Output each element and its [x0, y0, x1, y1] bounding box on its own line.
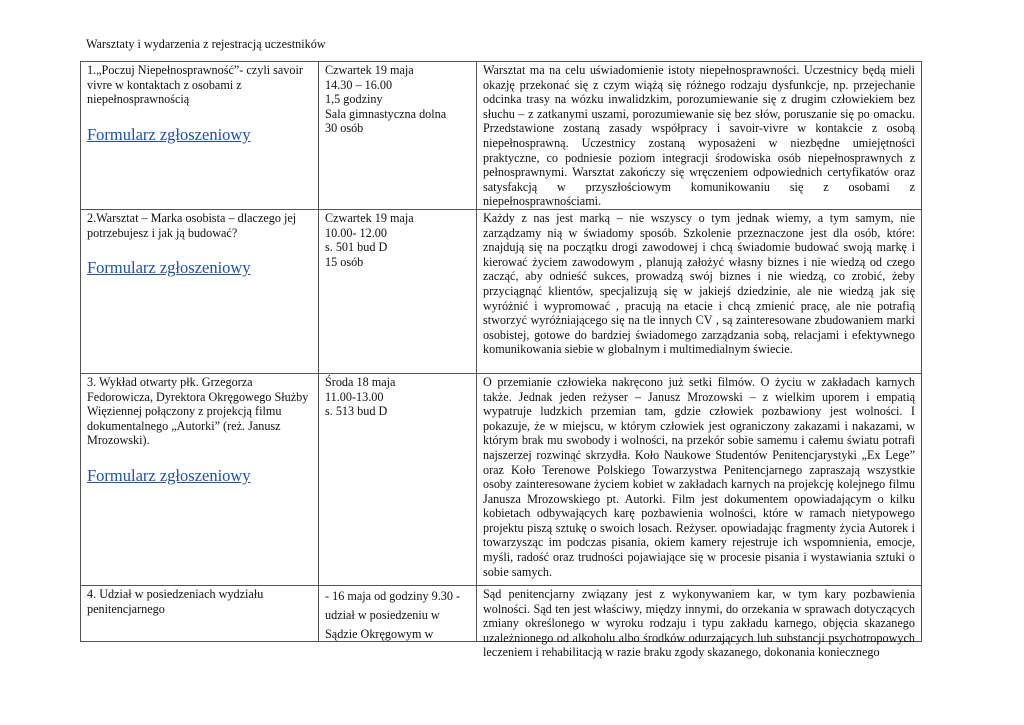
event-description-cell	[477, 585, 922, 660]
event-details-cell	[319, 585, 477, 641]
table-row	[81, 62, 922, 210]
event-date-time: - 16 maja od godziny 9.30 -	[325, 588, 461, 603]
event-title-cell	[81, 62, 319, 210]
event-details-cell	[319, 62, 477, 210]
event-title: 4. Udział w posiedzeniach wydziału penitencjarnego	[87, 586, 264, 616]
event-location: s. 513 bud D	[325, 404, 388, 419]
event-location: s. 501 bud D	[325, 240, 388, 255]
event-location: Sądzie Okręgowym w	[325, 626, 434, 641]
table-row	[81, 373, 922, 585]
event-details-cell	[319, 373, 477, 585]
event-date: Czwartek 19 maja	[325, 210, 414, 225]
registration-form-link[interactable]: Formularz zgłoszeniowy	[87, 258, 251, 278]
registration-form-link[interactable]: Formularz zgłoszeniowy	[87, 465, 251, 485]
event-time: 10.00- 12.00	[325, 225, 387, 240]
event-title: 2.Warsztat – Marka osobista – dlaczego jej potrzebujesz i jak ją budować?	[87, 210, 297, 240]
event-title-cell	[81, 585, 319, 641]
event-date: Czwartek 19 maja	[325, 63, 414, 77]
event-title-cell	[81, 209, 319, 373]
event-location: Sala gimnastyczna dolna	[325, 106, 447, 121]
event-capacity: 30 osób	[325, 121, 364, 136]
event-time: 14.30 – 16.00	[325, 77, 393, 92]
event-date: Środa 18 maja	[325, 374, 396, 389]
event-activity: udział w posiedzeniu w	[325, 607, 440, 622]
event-description: Sąd penitencjarny związany jest z wykonywaniem kar, w tym kary pozbawienia wolności. Sąd ten jest właściwy, między innymi, do orzekania w sprawach dotyczących zmiany określonego w wyroku rodzaju i typu zakładu karnego, objęcia skazanego uzależnionego od alkoholu albo środków odurzających lub substancji psychotropowych leczeniem i rehabilitacją w razie braku zgody skazanego, dokonania koniecznego	[483, 586, 915, 660]
event-duration: 1,5 godziny	[325, 92, 383, 107]
event-description: O przemianie człowieka nakręcono już setki filmów. O życiu w zakładach karnych także. Jednak jeden reżyser – Janusz Mrozowski – z wielkim uporem i empatią wypatruje ludzkich przemian tam, gdzie człowiek pozbawiony jest wolności. I pokazuje, że w miejscu, w którym człowiek jest ograniczony zakazami i nakazami, w którym brak mu swobody i wolności, na przekór sobie samemu i całemu światu potrafi najszerzej rozwinąć skrzydła. Koło Naukowe Studentów Penitencjarystyki „Ex Lege” oraz Koło Terenowe Polskiego Towarzystwa Penitencjarnego zapraszają wszystkie osoby zainteresowane życiem kobiet w zakładach karnych na projekcję kolejnego filmu Janusza Mrozowskiego pt. Autorki. Film jest dokumentem opowiadającym o kilku kobietach odbywających karę pozbawienia wolności, które w ramach nietypowego projektu piszą sztukę o swoich losach. Reżyser. opowiadając fragmenty życia Autorek i towarzysząc im podczas pisania, okiem kamery rejestruje ich wspomnienia, emocje, myśli, radość oraz trudności pojawiające się w procesie pisania i wystawiania sztuki o sobie samych.	[477, 373, 922, 585]
registration-form-link[interactable]: Formularz zgłoszeniowy	[87, 124, 251, 144]
event-title-cell	[81, 373, 319, 585]
event-title: 1.„Poczuj Niepełnosprawność”- czyli savoir vivre w kontaktach z osobami z niepełnosprawnością	[87, 63, 303, 107]
event-capacity: 15 osób	[325, 254, 364, 269]
events-table	[80, 61, 922, 660]
page-heading: Warsztaty i wydarzenia z rejestracją uczestników	[86, 37, 326, 51]
event-description: Każdy z nas jest marką – nie wszyscy o tym jednak wiemy, a tym samym, nie zarządzamy nią w świadomy sposób. Szkolenie przeznaczone jest dla osób, które: znajdują się na początku drogi zawodowej i chcą świadomie budować swoją markę i kierować życiem zawodowym , planują założyć własny biznes i nie wiedzą od czego zacząć, aby odnieść sukces, prowadzą swój biznes i nie wiedzą, co zrobić, żeby przyciągnąć klientów, specjalizują się w jakiejś dziedzinie, ale nie wiedzą jak się wyróżnić i wypromować , pracują na etacie i chcą zmienić pracę, ale nie potrafią stworzyć wyróżniającego się na tle innych CV , są zainteresowane zbudowaniem marki osobistej, gotowe do bardziej świadomego zarządzania sobą, relacjami i efektywnego komunikowania siebie w globalnym i multimedialnym świecie.	[477, 209, 922, 373]
event-description: Warsztat ma na celu uświadomienie istoty niepełnosprawności. Uczestnicy będą mieli okazję przekonać się z czym wiążą się różnego rodzaju dysfunkcje, np. przejechanie odcinka trasy na wózku inwalidzkim, porozumiewanie się z drugim człowiekiem bez słuchu – z zatkanymi uszami, porozumiewanie się bez słów, poruszanie się po omacku. Przedstawione zostaną zasady współpracy i savoir-vivre w kontakcie z osobą niepełnosprawną. Uczestnicy zostaną wyposażeni w niezbędne umiejętności praktyczne, co podniesie poziom integracji środowiska osób niepełnosprawnych z pełnosprawnymi. Warsztat zakończy się wręczeniem odpowiednich certyfikatów oraz satysfakcją w przyszłościowym komunikowaniu się z osobami z niepełnosprawnościami.	[477, 62, 922, 210]
event-title: 3. Wykład otwarty płk. Grzegorza Fedorowicza, Dyrektora Okręgowego Służby Więziennej połączony z projekcją filmu dokumentalnego „Autorki” (reż. Janusz Mrozowski).	[87, 374, 309, 448]
table-row	[81, 209, 922, 373]
table-row	[81, 585, 922, 641]
event-details-cell	[319, 209, 477, 373]
event-time: 11.00-13.00	[325, 389, 384, 404]
